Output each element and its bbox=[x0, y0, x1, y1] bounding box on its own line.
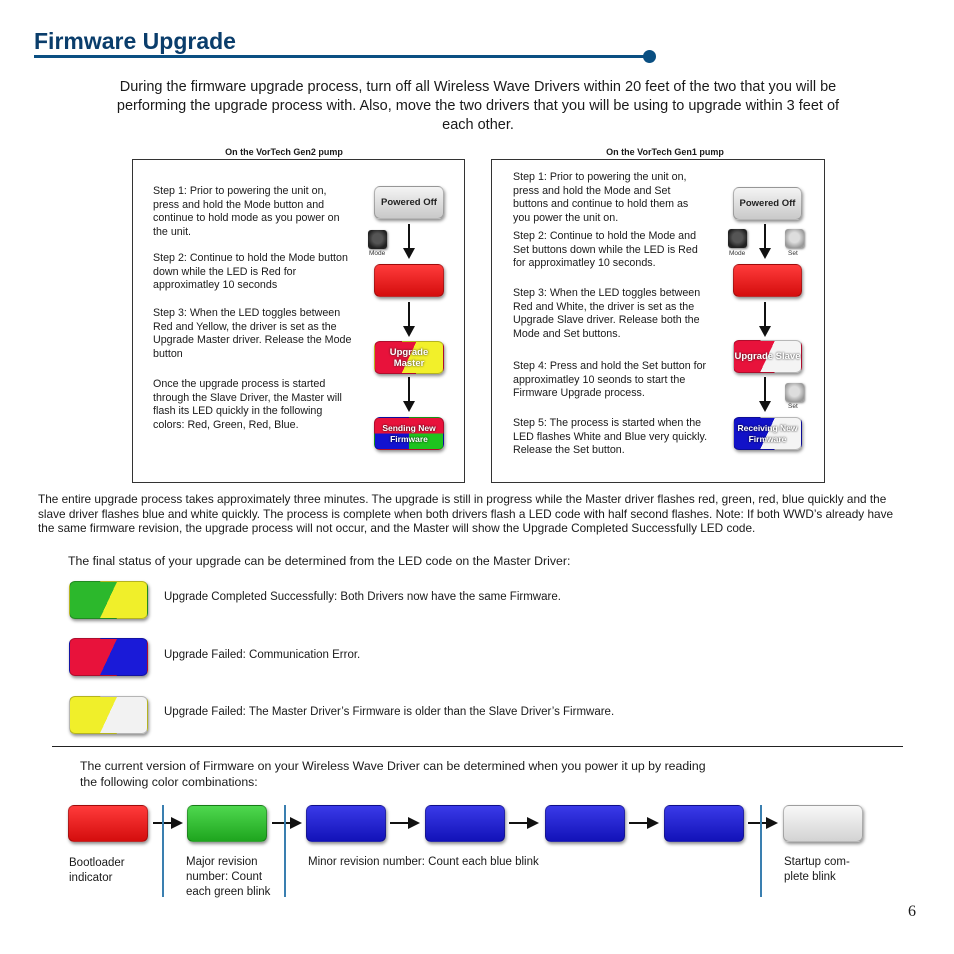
seq-divider-3 bbox=[760, 805, 762, 897]
gen2-mode-label: Mode bbox=[369, 250, 386, 257]
seq-led-blue-1 bbox=[306, 805, 386, 842]
seq-arrow-1 bbox=[153, 815, 183, 831]
gen2-step3: Step 3: When the LED toggles between Red and Yellow, the driver is set as the Upgrade Master driver. Release the Mode button bbox=[153, 307, 352, 360]
gen2-arrow-3 bbox=[401, 377, 417, 413]
gen1-led-receiving-firmware: Receiving New Firmware bbox=[733, 417, 802, 450]
status-older-firmware-text: Upgrade Failed: The Master Driver’s Firmware is older than the Slave Driver’s Firmware. bbox=[164, 706, 615, 718]
gen1-arrow-2 bbox=[757, 302, 773, 338]
gen1-mode-label: Mode bbox=[729, 250, 746, 257]
final-status-paragraph: The final status of your upgrade can be determined from the LED code on the Master Driver: bbox=[68, 554, 571, 568]
duration-paragraph: The entire upgrade process takes approximately three minutes. The upgrade is still in progress while the Master driver flashes red, green, red, blue quickly and the slave driver flashes blue and white quickly. The process is complete when both drivers flash a LED code with half second flashes. Note: If both WWD’s already have the same firmware revision, the upgrade process will not occur, and the Master will show the Upgrade Completed Successfully LED code. bbox=[38, 492, 894, 535]
title-underline bbox=[34, 55, 648, 58]
gen2-step2: Step 2: Continue to hold the Mode button down while the LED is Red for approximatley 10 seconds bbox=[153, 252, 348, 291]
gen1-step3: Step 3: When the LED toggles between Red and White, the driver is set as the Upgrade Slave driver. Release both the Mode and Set buttons. bbox=[513, 287, 701, 340]
status-led-older-firmware bbox=[69, 696, 148, 734]
gen1-arrow-3 bbox=[757, 377, 773, 413]
gen1-set-label: Set bbox=[788, 250, 798, 257]
page-title: Firmware Upgrade bbox=[34, 28, 236, 54]
gen2-led-sending-firmware: Sending New Firmware bbox=[374, 417, 444, 450]
gen1-led-red bbox=[733, 264, 802, 297]
gen1-set-button-2 bbox=[785, 383, 804, 402]
gen1-step4: Step 4: Press and hold the Set button for approximatley 10 seonds to start the Firmware Upgrade process. bbox=[513, 360, 707, 399]
label-major-revision: Major revision number: Count each green blink bbox=[186, 856, 271, 898]
label-minor-revision: Minor revision number: Count each blue blink bbox=[308, 856, 539, 868]
gen2-note: Once the upgrade process is started through the Slave Driver, the Master will flash its LED quickly in the following colors: Red, Green, Red, Blue. bbox=[153, 378, 342, 431]
gen1-set-label-2: Set bbox=[788, 403, 798, 410]
gen1-led-upgrade-slave: Upgrade Slave bbox=[733, 340, 802, 373]
seq-led-blue-2 bbox=[425, 805, 505, 842]
seq-divider-1 bbox=[162, 805, 164, 897]
label-bootloader: Bootloader indicator bbox=[69, 857, 125, 884]
page-number: 6 bbox=[908, 903, 916, 920]
seq-arrow-3 bbox=[390, 815, 420, 831]
seq-led-green bbox=[187, 805, 267, 842]
gen2-step1: Step 1: Prior to powering the unit on, press and hold the Mode button and continue to hold mode as you power on the unit. bbox=[153, 185, 340, 238]
section-divider bbox=[52, 746, 903, 747]
gen2-led-powered-off: Powered Off bbox=[374, 186, 444, 219]
gen2-arrow-2 bbox=[401, 302, 417, 338]
label-startup-complete: Startup com- plete blink bbox=[784, 856, 850, 883]
status-comm-error-text: Upgrade Failed: Communication Error. bbox=[164, 649, 361, 661]
gen2-arrow-1 bbox=[401, 224, 417, 260]
status-success-text: Upgrade Completed Successfully: Both Drivers now have the same Firmware. bbox=[164, 591, 561, 603]
seq-led-blue-4 bbox=[664, 805, 744, 842]
gen1-step1: Step 1: Prior to powering the unit on, press and hold the Mode and Set buttons and continue to hold them as you power the unit on. bbox=[513, 171, 689, 224]
seq-led-red bbox=[68, 805, 148, 842]
gen1-step2: Step 2: Continue to hold the Mode and Set buttons down while the LED is Red for approximatley 10 seconds. bbox=[513, 230, 698, 269]
seq-led-white bbox=[783, 805, 863, 842]
intro-paragraph: During the firmware upgrade process, turn off all Wireless Wave Drivers within 20 feet of the two that you will be performing the upgrade process with. Also, move the two drivers that you will be using to upgrade within 3 feet of each other. bbox=[116, 79, 840, 133]
title-underline-dot bbox=[643, 50, 656, 63]
gen1-caption: On the VorTech Gen1 pump bbox=[606, 147, 724, 157]
seq-arrow-6 bbox=[748, 815, 778, 831]
version-paragraph: The current version of Firmware on your Wireless Wave Driver can be determined when you power it up by reading the following color combinations: bbox=[80, 759, 706, 789]
seq-arrow-4 bbox=[509, 815, 539, 831]
gen2-led-red bbox=[374, 264, 444, 297]
gen1-mode-button bbox=[728, 229, 747, 248]
gen1-set-button bbox=[785, 229, 804, 248]
gen1-arrow-1 bbox=[757, 224, 773, 260]
seq-led-blue-3 bbox=[545, 805, 625, 842]
seq-arrow-5 bbox=[629, 815, 659, 831]
gen1-led-powered-off: Powered Off bbox=[733, 187, 802, 220]
status-led-comm-error bbox=[69, 638, 148, 676]
seq-arrow-2 bbox=[272, 815, 302, 831]
gen2-mode-button bbox=[368, 230, 387, 249]
gen2-led-upgrade-master: Upgrade Master bbox=[374, 341, 444, 374]
gen2-caption: On the VorTech Gen2 pump bbox=[225, 147, 343, 157]
status-led-success bbox=[69, 581, 148, 619]
gen1-step5: Step 5: The process is started when the LED flashes White and Blue very quickly. Release the Set button. bbox=[513, 417, 708, 456]
